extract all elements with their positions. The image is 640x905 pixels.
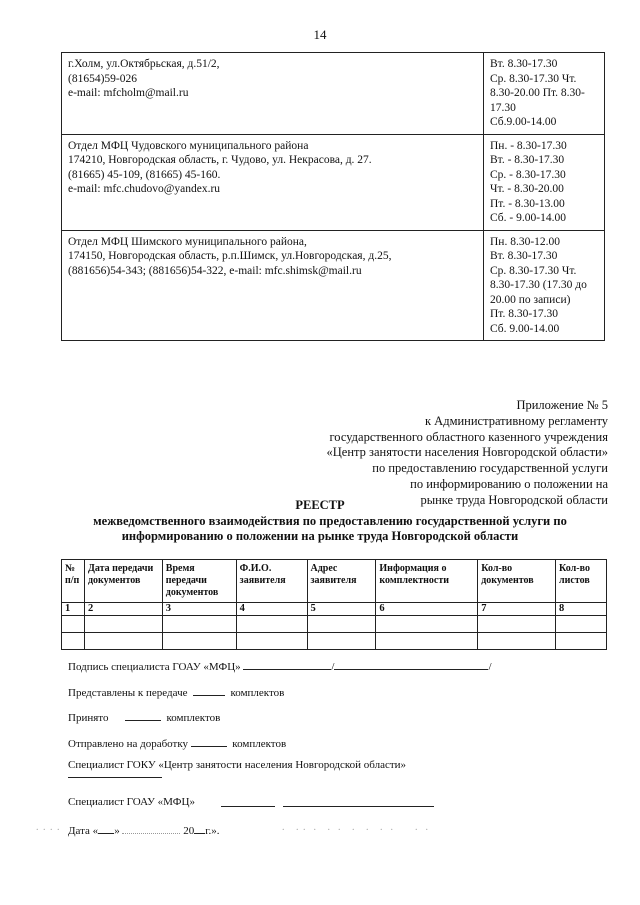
scan-artifact: . . . . . . . . . . . . [282, 822, 429, 833]
address-line: Отдел МФЦ Чудовского муниципального района [68, 139, 309, 152]
offices-table [61, 52, 605, 341]
column-header: Время передачи документов [162, 560, 236, 603]
address-line: (81654)59-026 [68, 72, 137, 85]
registry-subtitle: информированию о положении на рынке труда Новгородской области [121, 529, 519, 543]
specialist-mfc-signature-blank[interactable] [221, 806, 275, 807]
table-cell[interactable] [307, 633, 376, 650]
table-cell[interactable] [162, 616, 236, 633]
year-blank[interactable] [194, 822, 205, 834]
address-line: e-mail: mfcholm@mail.ru [68, 87, 189, 99]
slash: / [488, 661, 492, 673]
registry-number-row [62, 603, 607, 616]
date-quote: » [114, 825, 120, 837]
office-address [62, 230, 484, 341]
hours-line: Ср. 8.30-17.30 Чт. [490, 72, 577, 85]
table-cell[interactable] [62, 633, 85, 650]
hours-line: Вт. - 8.30-17.30 [490, 154, 565, 166]
accepted-line [68, 709, 220, 724]
column-number: 4 [236, 603, 307, 616]
hours-line: Ср. 8.30-17.30 Чт. [490, 264, 577, 277]
registry-empty-row [62, 616, 607, 633]
table-cell[interactable] [84, 633, 162, 650]
registry-title-block [0, 498, 640, 545]
address-line: (81665) 45-109, (81665) 45-160. [68, 168, 221, 181]
accepted-unit: комплектов [166, 712, 221, 724]
registry-title: РЕЕСТР [295, 498, 345, 512]
hours-line: Чт. - 8.30-20.00 [490, 183, 564, 195]
appendix-line: рынке труда Новгородской области [420, 492, 608, 507]
office-row-kholm [62, 53, 605, 135]
table-cell[interactable] [376, 616, 478, 633]
specialist-goku-label: Специалист ГОКУ «Центр занятости населения Новгородской области» [68, 759, 407, 771]
specialist-goku-blank[interactable] [68, 777, 162, 778]
column-header: Ф.И.О. заявителя [236, 560, 307, 603]
hours-line: Сб.9.00-14.00 [490, 116, 557, 128]
column-header: Кол-во документов [478, 560, 556, 603]
address-line: (881656)54-343; (881656)54-322, e-mail: mfc.shimsk@mail.ru [68, 264, 362, 277]
specialist-mfc-label: Специалист ГОАУ «МФЦ» [68, 796, 195, 808]
column-header: Информация о комплектности [376, 560, 478, 603]
table-cell[interactable] [236, 633, 307, 650]
name-blank[interactable] [334, 658, 488, 670]
office-address [62, 53, 484, 135]
office-row-chudovo [62, 134, 605, 230]
appendix-line: к Административному регламенту [424, 413, 608, 428]
address-line: г.Холм, ул.Октябрьская, д.51/2, [68, 58, 220, 70]
page-number: 14 [313, 27, 327, 42]
column-number: 7 [478, 603, 556, 616]
registry-subtitle: межведомственного взаимодействия по предоставлению государственной услуги по [93, 513, 567, 528]
table-cell[interactable] [236, 616, 307, 633]
submitted-count-blank[interactable] [193, 684, 225, 696]
registry-empty-row [62, 633, 607, 650]
appendix-line: Приложение № 5 [516, 398, 608, 412]
table-cell[interactable] [162, 633, 236, 650]
date-label: Дата « [68, 825, 99, 837]
accepted-count-blank[interactable] [125, 709, 161, 721]
registry-table [61, 559, 607, 650]
hours-line: Сб. - 9.00-14.00 [490, 212, 566, 224]
address-line: Отдел МФЦ Шимского муниципального района, [68, 235, 307, 248]
column-number: 8 [556, 603, 607, 616]
office-hours [484, 230, 605, 341]
scan-artifact: . . . . [36, 822, 61, 833]
column-header: Дата передачи документов [84, 560, 162, 603]
column-number: 1 [62, 603, 85, 616]
address-line: e-mail: mfc.chudovo@yandex.ru [68, 183, 221, 195]
appendix-line: по информированию о положении на [410, 476, 608, 491]
returned-line [68, 735, 286, 750]
hours-line: Пт. 8.30-17.30 [490, 308, 559, 320]
address-line: 174150, Новгородская область, р.п.Шимск, ул.Новгородская, д.25, [68, 250, 392, 262]
day-blank[interactable] [98, 822, 114, 834]
office-hours [484, 134, 605, 230]
hours-line: 20.00 по записи) [490, 293, 571, 306]
appendix-line: государственного областного казенного учреждения [329, 429, 608, 444]
submitted-line [68, 684, 284, 699]
appendix-line: «Центр занятости населения Новгородской области» [326, 445, 608, 460]
table-cell[interactable] [376, 633, 478, 650]
signature-label: Подпись специалиста ГОАУ «МФЦ» [68, 661, 241, 673]
table-cell[interactable] [307, 616, 376, 633]
column-number: 5 [307, 603, 376, 616]
signature-blank[interactable] [243, 658, 331, 670]
table-cell[interactable] [556, 616, 607, 633]
appendix-header [327, 398, 608, 509]
hours-line: Пт. - 8.30-13.00 [490, 197, 565, 210]
returned-unit: комплектов [232, 738, 287, 750]
submitted-unit: комплектов [230, 687, 285, 699]
hours-line: 17.30 [490, 101, 516, 114]
table-cell[interactable] [62, 616, 85, 633]
accepted-label: Принято [68, 712, 109, 724]
column-number: 3 [162, 603, 236, 616]
table-cell[interactable] [478, 616, 556, 633]
column-header: Адрес заявителя [307, 560, 376, 603]
month-blank[interactable] [122, 822, 180, 834]
hours-line: Пн. - 8.30-17.30 [490, 139, 567, 152]
table-cell[interactable] [478, 633, 556, 650]
year-prefix: 20 [183, 825, 195, 837]
registry-header-row [62, 560, 607, 603]
address-line: 174210, Новгородская область, г. Чудово, ул. Некрасова, д. 27. [68, 154, 372, 166]
column-header: № п/п [62, 560, 85, 603]
office-row-shimsk [62, 230, 605, 341]
office-hours [484, 53, 605, 135]
specialist-mfc-line [68, 796, 195, 808]
signature-line-specialist-mfc [68, 658, 492, 673]
date-suffix: г.». [205, 825, 220, 837]
hours-line: 8.30-17.30 (17.30 до [490, 279, 587, 291]
column-number: 2 [84, 603, 162, 616]
returned-label: Отправлено на доработку [68, 738, 189, 750]
date-line [68, 822, 219, 837]
hours-line: Вт. 8.30-17.30 [490, 58, 558, 70]
returned-count-blank[interactable] [191, 735, 227, 747]
specialist-mfc-name-blank[interactable] [283, 806, 434, 807]
hours-line: Ср. - 8.30-17.30 [490, 168, 566, 181]
hours-line: Вт. 8.30-17.30 [490, 250, 558, 262]
hours-line: Сб. 9.00-14.00 [490, 322, 560, 335]
hours-line: 8.30-20.00 Пт. 8.30- [490, 87, 585, 99]
table-cell[interactable] [84, 616, 162, 633]
submitted-label: Представлены к передаче [68, 687, 188, 699]
table-cell[interactable] [556, 633, 607, 650]
slash: / [331, 661, 335, 673]
column-header: Кол-во листов [556, 560, 607, 603]
office-address [62, 134, 484, 230]
appendix-line: по предоставлению государственной услуги [372, 461, 608, 476]
column-number: 6 [376, 603, 478, 616]
hours-line: Пн. 8.30-12.00 [490, 235, 561, 248]
